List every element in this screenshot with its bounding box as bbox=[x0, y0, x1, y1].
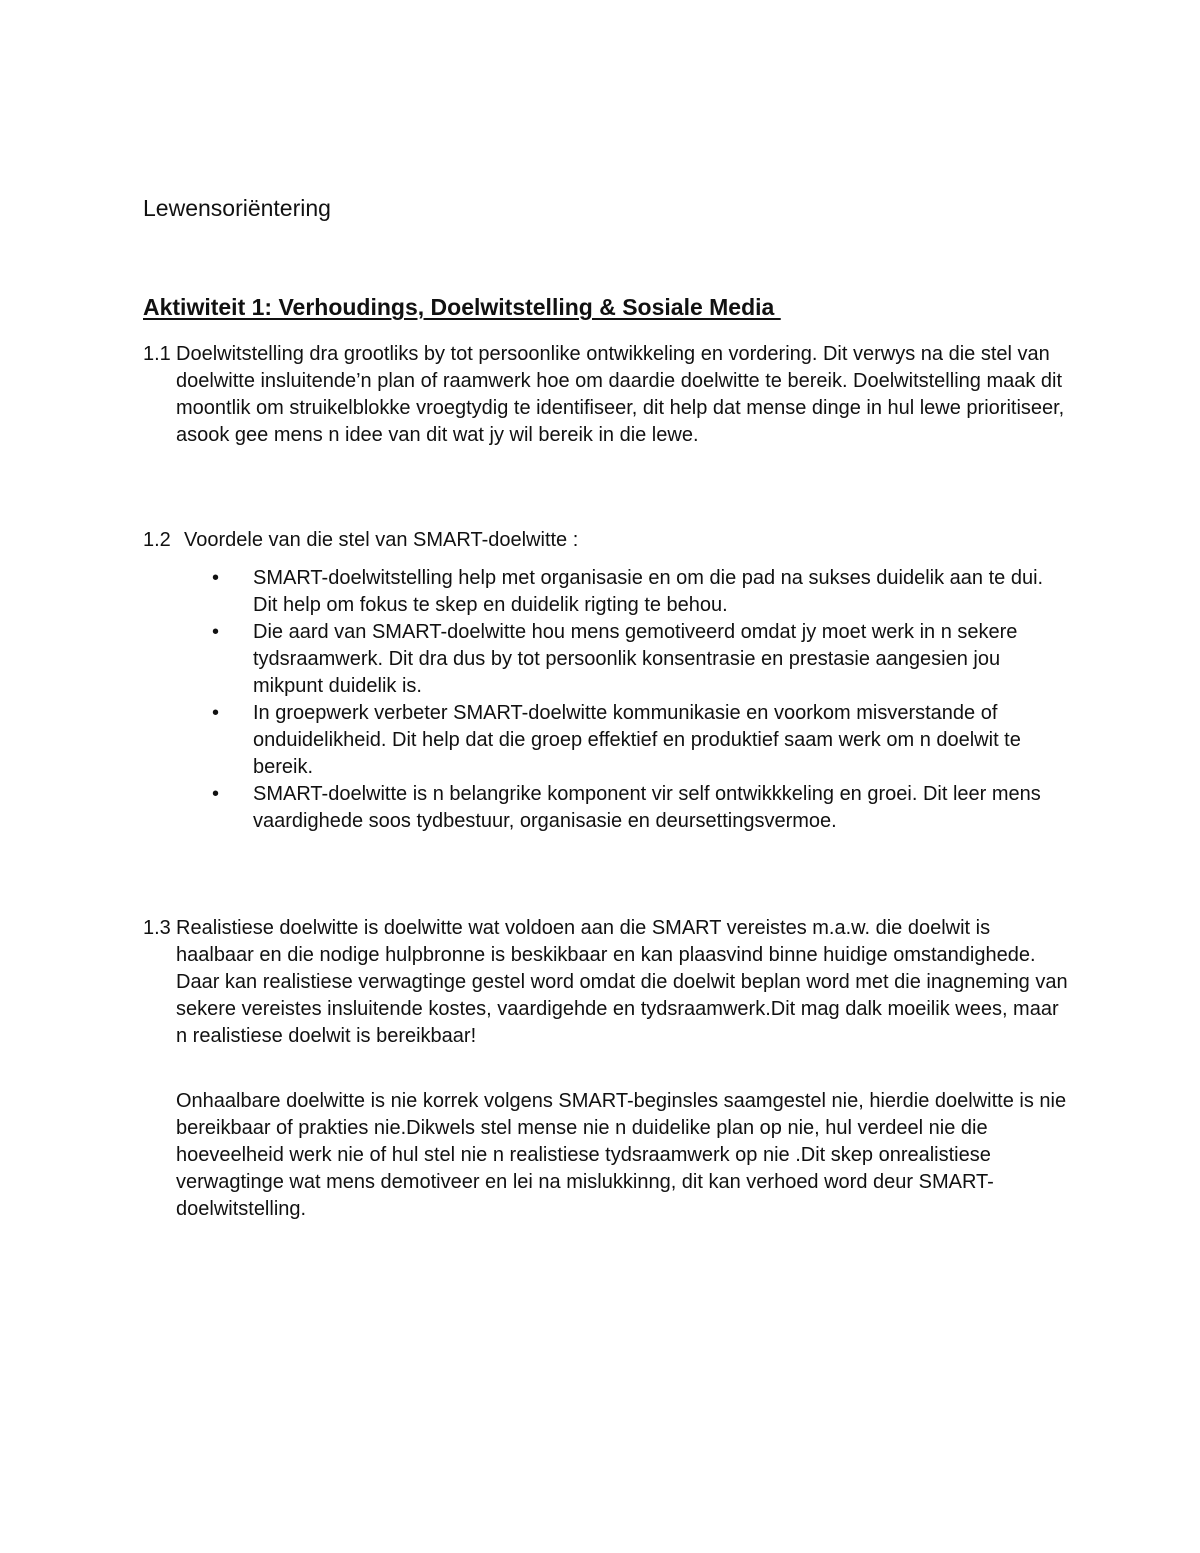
bullet-icon: • bbox=[212, 783, 220, 805]
section-1-1-text: Doelwitstelling dra grootliks by tot persoonlike ontwikkeling en vordering. Dit verwys na die stel van doelwitte insluitende’n plan of raamwerk hoe om daardie doelwitte te bereik. Doelwitstelling maak dit moontlik om struikelblokke vroegtydig te identifiseer, dit help dat mense dinge in hul lewe prioritiseer, asook gee mens n idee van dit wat jy wil bereik in die lewe. bbox=[176, 343, 1065, 446]
section-1-3-text: Realistiese doelwitte is doelwitte wat voldoen aan die SMART vereistes m.a.w. die doelwit is haalbaar en die nodige hulpbronne is beskikbaar en kan plaasvind binne huidige omstandighede. Daar kan realistiese verwagtinge gestel word omdat die doelwit beplan word met die inagneming van sekere vereistes insluitende kostes, vaardigehde en tydsraamwerk.Dit mag dalk moeilik wees, maar n realistiese doelwit is bereikbaar! bbox=[176, 917, 1068, 1047]
list-item-text: SMART-doelwitstelling help met organisasie en om die pad na sukses duidelik aan te dui. Dit help om fokus te skep en duidelik rigting te behou. bbox=[253, 567, 1044, 616]
section-1-2 bbox=[143, 527, 1073, 554]
bullet-icon: • bbox=[212, 621, 220, 643]
section-1-2-number: 1.2 bbox=[143, 529, 171, 551]
list-item-text: In groepwerk verbeter SMART-doelwitte kommunikasie en voorkom misverstande of onduidelikheid. Dit help dat die groep effektief en produktief saam werk om n doelwit te bereik. bbox=[253, 702, 1021, 778]
list-item bbox=[212, 781, 1072, 835]
section-1-1-number: 1.1 bbox=[143, 343, 171, 365]
section-1-3 bbox=[143, 915, 1073, 1050]
list-item-text: SMART-doelwitte is n belangrike komponent vir self ontwikkkeling en groei. Dit leer mens vaardighede soos tydbestuur, organisasie en deursettingsvermoe. bbox=[253, 783, 1041, 832]
section-1-2-text: Voordele van die stel van SMART-doelwitte : bbox=[184, 529, 579, 551]
section-1-1 bbox=[143, 341, 1073, 449]
bullet-icon: • bbox=[212, 702, 220, 724]
list-item bbox=[212, 619, 1072, 700]
list-item-text: Die aard van SMART-doelwitte hou mens gemotiveerd omdat jy moet werk in n sekere tydsraamwerk. Dit dra dus by tot persoonlik konsentrasie en prestasie aangesien jou mikpunt duidelik is. bbox=[253, 621, 1018, 697]
document-title: Lewensoriëntering bbox=[143, 195, 331, 221]
section-1-3-number: 1.3 bbox=[143, 917, 171, 939]
activity-heading: Aktiwiteit 1: Verhoudings, Doelwitstelling & Sosiale Media bbox=[143, 294, 781, 320]
smart-benefits-list bbox=[212, 565, 1072, 835]
list-item bbox=[212, 565, 1072, 619]
section-1-3-paragraph-2: Onhaalbare doelwitte is nie korrek volgens SMART-beginsles saamgestel nie, hierdie doelwitte is nie bereikbaar of prakties nie.Dikwels stel mense nie n duidelike plan op nie, hul verdeel nie die hoeveelheid werk nie of hul stel nie n realistiese tydsraamwerk op nie .Dit skep onrealistiese verwagtinge wat mens demotiveer en lei na mislukkinng, dit kan verhoed word deur SMART-doelwitstelling. bbox=[176, 1090, 1067, 1220]
list-item bbox=[212, 700, 1072, 781]
bullet-icon: • bbox=[212, 567, 220, 589]
